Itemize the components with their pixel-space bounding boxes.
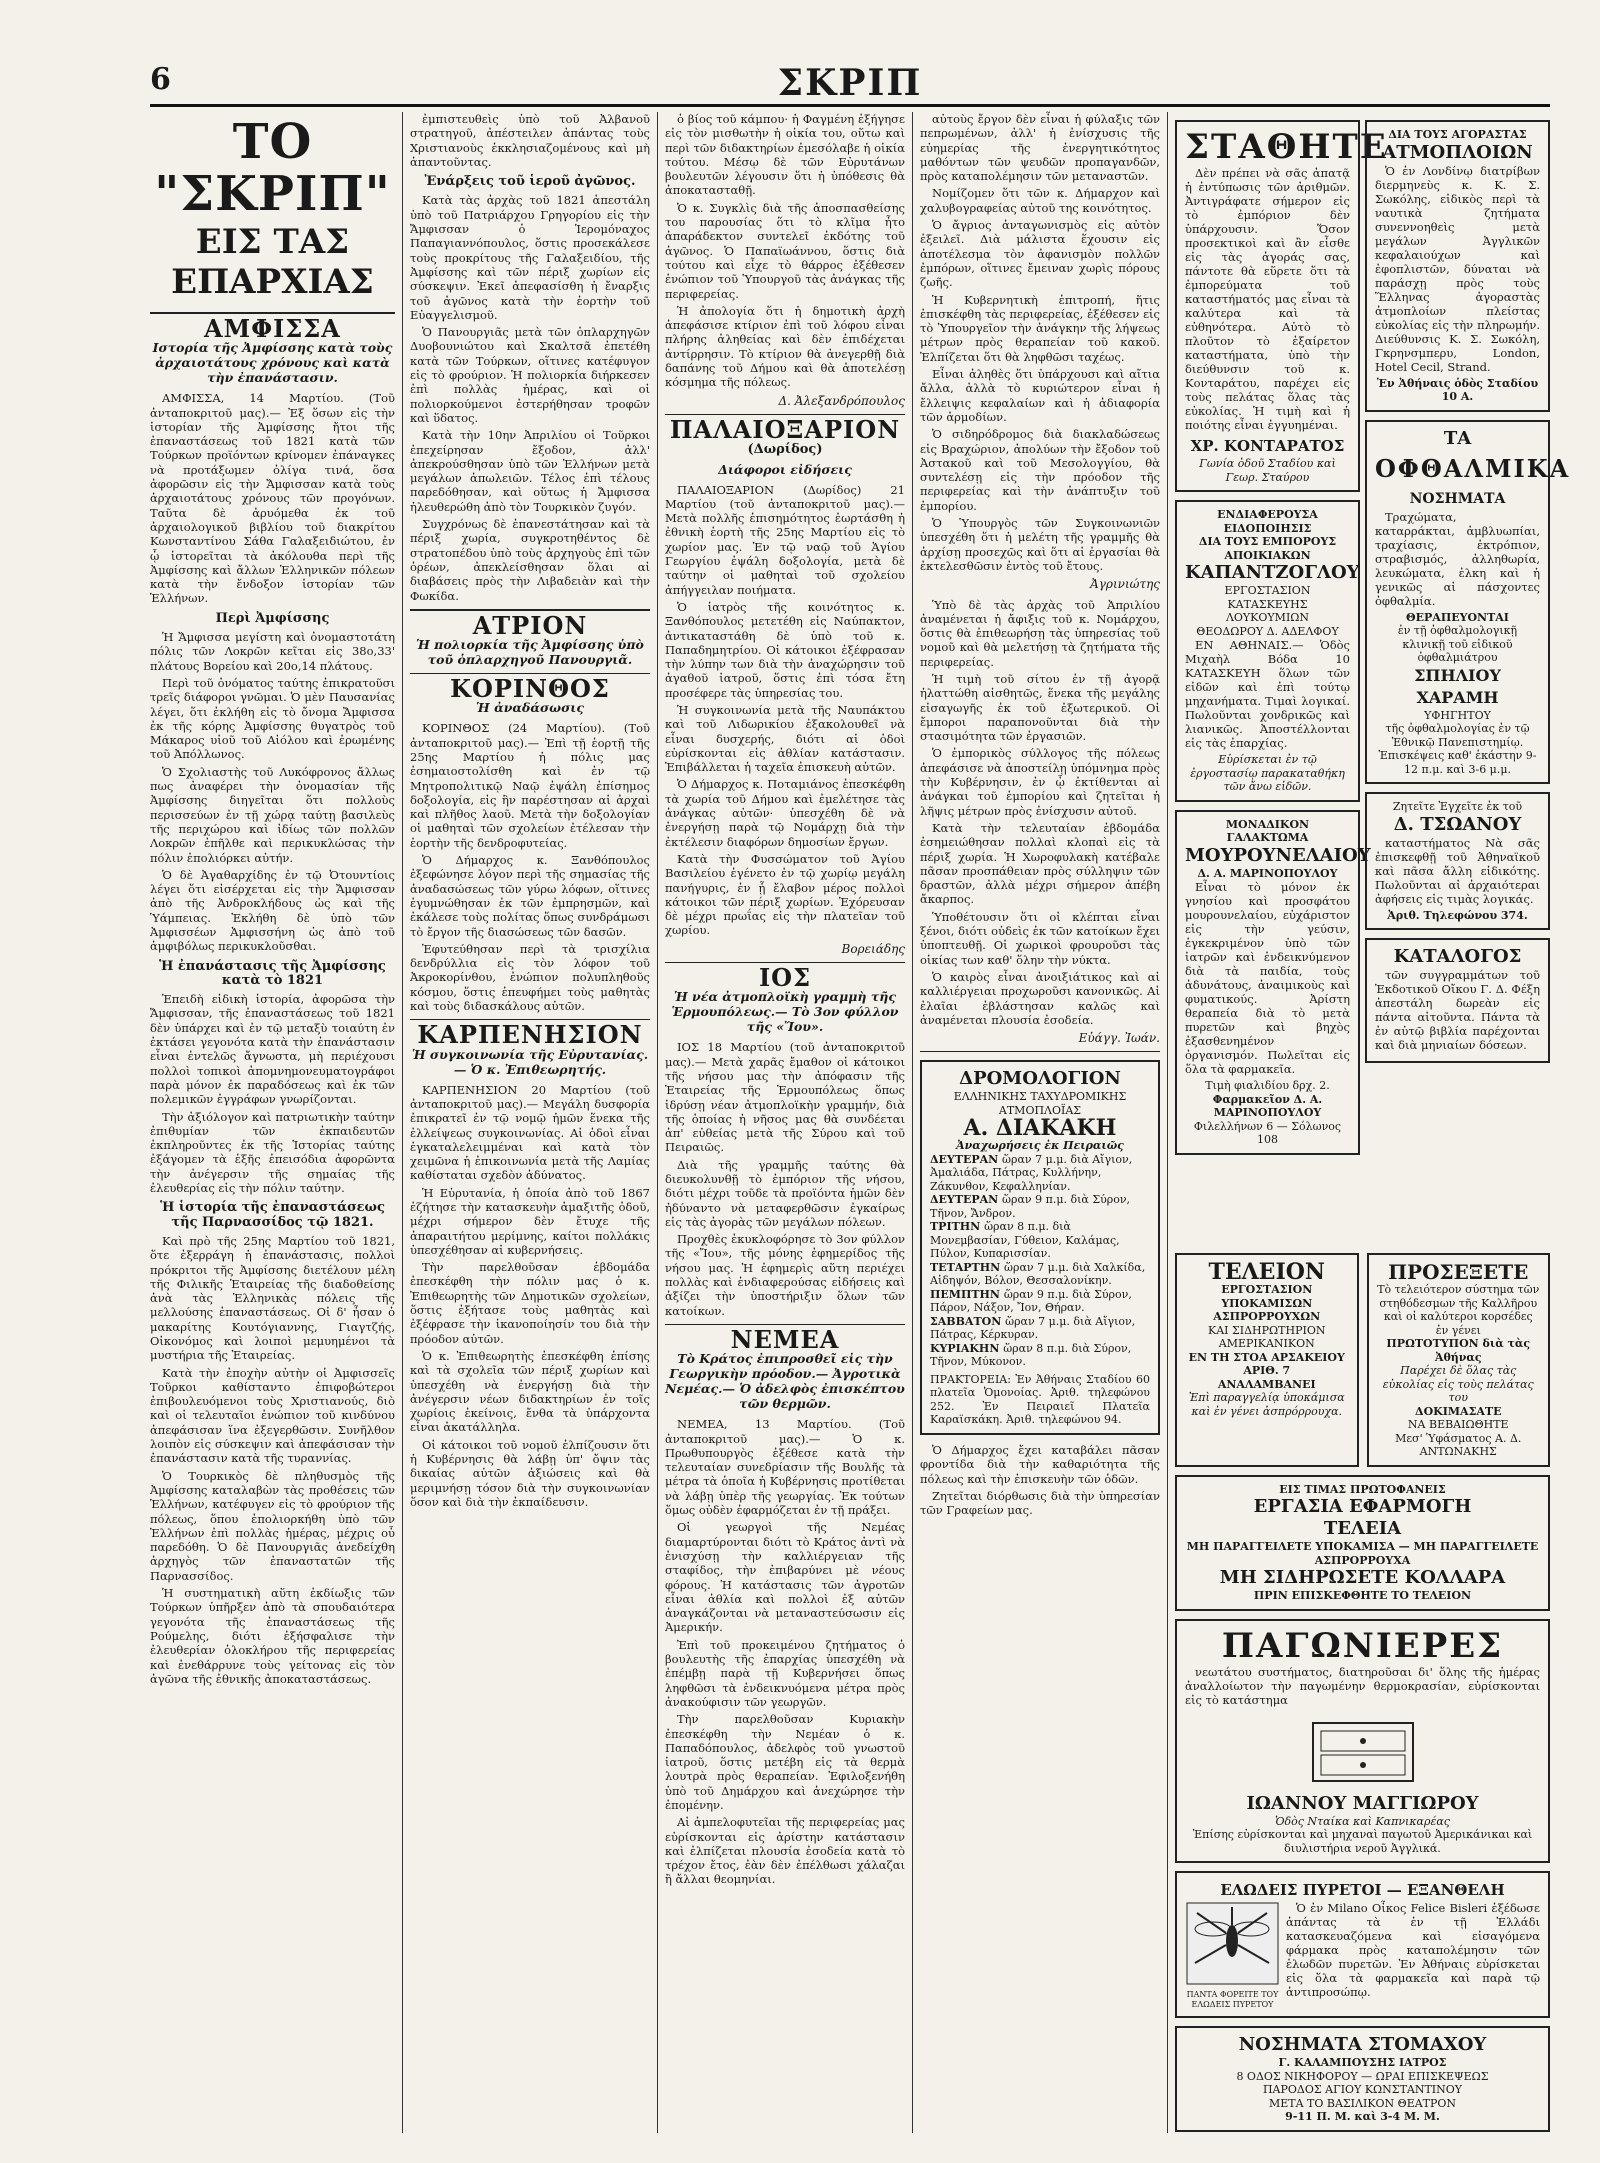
ad-paragraph: νεωτάτου συστήματος, διατηροῦσαι δι' ὅλης τῆς ἡμέρας ἀναλλοίωτον τὴν παγωμένην θερμοκρασίαν, εὐρίσκονται εἰς τὸ κατάστημα [1185,1664,1540,1707]
ad-atmoploi [1365,120,1550,412]
ad-line: Δ. Α. ΜΑΡΙΝΟΠΟΥΛΟΥ [1197,866,1338,880]
article-paragraph: Νομίζομεν ὅτι τῶν κ. Δήμαρχον καὶ χαλυβογραφείας αὐτοῦ της κοινότητος. [920,186,1160,215]
article-deck: Ἡ πολιορκία τῆς Ἀμφίσσης ὑπὸ τοῦ ὁπλαρχηγοῦ Πανουργιᾶ. [416,637,644,668]
ad-eyes [1365,420,1571,785]
article-paragraph: ΙΟΣ 18 Μαρτίου (τοῦ ἀνταποκριτοῦ μας).— Μετὰ χαρᾶς ἔμαθον οἱ κάτοικοι τῆς νήσου μας τὴν ἀπόφασιν τῆς Ἑταιρείας τῆς Ἑρμουπόλεως ὅπως ἱδρύσῃ νέαν ἀτμοπλοϊκὴν γραμμήν, διὰ τῆς ὁποίας ἡ νῆσος μας θὰ συνδέεται ἀπ' εὐθείας μετὰ τῆς Σύρου καὶ τοῦ Πειραιῶς. [665,1040,905,1155]
ad-title: ΕΛΩΔΕΙΣ ΠΥΡΕΤΟΙ — ΕΞΑΝΘΕΛΗ [1220,1881,1505,1899]
ad-teleion-banner [1175,1475,1550,1611]
ad-footer: Ἀριθ. Τηλεφώνου 374. [1387,908,1528,922]
ad-title: ΝΟΣΗΜΑΤΑ ΣΤΟΜΑΧΟΥ [1238,2034,1487,2055]
article-paragraph: Συγχρόνως δὲ ἐπανεστάτησαν καὶ τὰ πέριξ χωρία, συγκροτηθέντος δὲ στρατοπέδου ὑπὸ τοὺς ἀρχηγοὺς ἐπὶ τῶν ὀρέων, ἀπεκλείσθησαν ὅλαι αἱ διαβάσεις πρὸς τὴν Λιβαδειὰν καὶ τὴν Φωκίδα. [410,517,650,603]
main-subheadline: ΕΙΣ ΤΑΣ ΕΠΑΡΧΙΑΣ [171,222,374,302]
article-paragraph: Ὁ ἄγριος ἀνταγωνισμὸς εἰς αὐτὸν ἐξειλεῖ. Διὰ μάλιστα ἕχουσιν εἰς ἀποτέλεσμα τὸν ἀφανισμὸν πολλῶν ἐμπόρων, οἵτινες ἔμειναν χωρὶς πόρους ζωῆς. [920,218,1160,290]
main-headline: ΤΟ "ΣΚΡΙΠ" [154,114,391,222]
column-rule [402,112,403,2133]
ad-line: Ζητεῖτε Ἐγχεῖτε ἐκ τοῦ [1392,800,1523,813]
ad-title: ΟΦΘΑΛΜΙΚΑ [1375,453,1571,483]
schedule-row [930,1220,1150,1261]
ad-text [1375,510,1540,608]
ad-title: ΤΕΛΕΙΟΝ [1208,1259,1326,1285]
ad-line: ΠΡΩΤΟΤΥΠΟΝ διὰ τὰς Ἀθήνας [1386,1337,1531,1364]
ad-line: ΑΣΠΡΟΡΡΟΥΧΩΝ [1213,1310,1321,1323]
article-paragraph: ἐμπιστευθεὶς ὑπὸ τοῦ Ἀλβανοῦ στρατηγοῦ, ἀπέστειλεν ἀπάντας τοὺς Χριστιανοὺς ἐκκλησιαζομένους καὶ μὴ ἀπαντοῦντας. [410,112,650,169]
schedule-text: ὥραν 9 π.μ. διὰ Σύρον, Πάρον, Νάξον, Ἴον, Θήραν. [930,1287,1132,1315]
ad-title: ΠΑΓΩΝΙΕΡΕΣ [1221,1625,1504,1666]
article-paragraph: ΑΜΦΙΣΣΑ, 14 Μαρτίου. (Τοῦ ἀνταποκριτοῦ μας).— Ἐξ ὅσων εἰς τὴν ἱστορίαν τῆς Ἀμφίσσης ἤτοι τῆς ἐπαναστάσεως τοῦ 1821 κατὰ τῶν Τούρκων προϊόντων κρίνομεν ἐπάναγκες νὰ προτάξωμεν ὀλίγα τινά, ὅσα ἀφορῶσιν εἰς τὴν Ἄμφισσαν κατὰ τοὺς ἀρχαιοτάτους χρόνους τῶν προγόνων. Ταῦτα δὲ ἀρυόμεθα ἐκ τοῦ ἀρχαιολογικοῦ βιβλίου τοῦ διακρίτου Κωνσταντίνου Σάθα Γαλαξειδιώτου, ἐν ᾧ ἱστορεῖται τὰ ἀκόλουθα περὶ τῆς Ἀμφίσσης καὶ ἄλλων Ἑλληνικῶν πόλεων κατὰ τὴν ἔνδοξον ἱστορίαν τῶν Ἑλλήνων. [150,391,395,606]
section-amfissa: ΑΜΦΙΣΣΑ [204,314,341,343]
ad-line: ΜΕΤΑ ΤΟ ΒΑΣΙΛΙΚΟΝ ΘΕΑΤΡΟΝ [1268,2096,1457,2110]
byline: Ἀγρινιώτης [1090,577,1160,592]
ad-stathite [1175,120,1388,492]
section-korinthos: ΚΟΡΙΝΘΟΣ [450,674,610,704]
article-paragraph: ΚΑΡΠΕΝΗΣΙΟΝ 20 Μαρτίου (τοῦ ἀνταποκριτοῦ μας).— Μεγάλη δυσφορία ἐπικρατεῖ ἐν τῷ νομῷ ἡμῶν ἕνεκα τῆς ἐλλείψεως συγκοινωνίας. Αἱ ὁδοὶ εἶναι ἐγκαταλελειμμέναι καὶ κατὰ τὸν χειμῶνα ἡ ἐπικοινωνία μετὰ τῆς Λαμίας καθίσταται σχεδὸν ἀδύνατος. [410,1082,650,1183]
page-number: 6 [150,62,171,97]
ad-name: Γ. ΚΑΛΑΜΠΟΥΣΗΣ ΙΑΤΡΟΣ [1278,2056,1447,2069]
column-4 [920,112,1160,2133]
article-deck: Ἡ ἀναδάσωσις [476,700,584,716]
divider [920,1051,1160,1052]
ad-line: ΔΙΑ ΤΟΥΣ ΕΜΠΟΡΟΥΣ ΑΠΟΙΚΙΑΚΩΝ [1198,535,1337,562]
article-paragraph: Περὶ τοῦ ὀνόματος ταύτης ἐπικρατοῦσι τρεῖς διάφοροι γνῶμαι. Ὁ μὲν Παυσανίας λέγει, ὅτι ἐκλήθη εἰς τὸ ὄνομα Ἄμφισσα ἐκ τῆς κόρης Ἀμφίσσης θυγατρὸς τοῦ Μάκαρος υἱοῦ τοῦ Αἰόλου καὶ ἐρωμένης τοῦ Ἀπόλλωνος. [150,675,395,762]
ad-paragraph: Τραχώματα, καταρράκται, ἀμβλυωπίαι, τραχίασις, ἐκτρόπιον, στραβισμός, ἀλληθωρία, λευκώματα, ἐλκη καὶ ἡ γενικῶς αἱ πάσχοντες ὀφθαλμία. [1375,509,1540,608]
ad-line: Ἐπὶ παραγγελίᾳ ὑποκάμισα καὶ ἐν γένει ἀσπρόρρουχα. [1188,1391,1345,1418]
article-paragraph: Ὁ Πανουργιᾶς μετὰ τῶν ὁπλαρχηγῶν Δυοβουνιώτου καὶ Σκαλτσᾶ ἐπετέθη κατὰ τῶν Τούρκων, οἵτινες κατέφυγον εἰς τὸ φρούριον. Ἡ πολιορκία διήρκεσεν ἐπὶ πολλὰς ἡμέρας, καὶ οἱ πολιορκούμενοι ἐστερήθησαν τροφῶν καὶ ὕδατος. [410,325,650,425]
ad-footer: Ἐπίσης εὑρίσκονται καὶ μηχαναὶ παγωτοῦ Ἀμερικάνικαι καὶ διυλιστήρια νεροῦ Ἀγγλικά. [1192,1828,1533,1855]
ad-paragraph: καταστήματος Νὰ σᾶς ἐπισκεφθῇ τοῦ Ἀθηναϊκοῦ καὶ πᾶσα ἄλλη εἰδικότης. Πωλοῦνται αἱ ἀρχαιότεραι ἀφήσεις εἰς τιμὰς λογικάς. [1375,835,1540,906]
ad-teleion [1175,1253,1359,1467]
article-paragraph: ΠΑΛΑΙΟΞΑΡΙΟΝ (Δωρίδος) 21 Μαρτίου (τοῦ ἀνταποκριτοῦ μας).— Μετὰ πολλῆς ἐπισημότητος ἐωρτάσθη ἡ ἐθνικὴ ἑορτὴ τῆς 25ης Μαρτίου εἰς τὸ χωρίον μας. Ἐν τῷ ναῷ τοῦ Ἁγίου Γεωργίου ἐψάλη δοξολογία, μετὰ δὲ ταύτην οἱ μαθηταὶ τοῦ σχολείου ἀπήγγειλαν ποιήματα. [665,482,905,597]
ad-line: ΜΟΝΑΔΙΚΟΝ ΓΑΛΑΚΤΩΜΑ [1225,817,1310,844]
subheading: Ἐνάρξεις τοῦ ἱεροῦ ἀγῶνος. [424,174,636,190]
article-deck: Τὸ Κράτος ἐπιπροσθεῖ εἰς τὴν Γεωργικὴν πρόοδον.— Ἀγροτικὰ Νεμέας.— Ὁ ἀδελφὸς ἐπισκέπτου τῶν θερμῶν. [665,1351,905,1412]
schedule-text: ὥραν 7 μ.μ. διὰ Αἴγιον, Ἀμαλιάδα, Πάτρας, Κυλλήνην, Ζάκυνθον, Κεφαλληνίαν. [930,1152,1133,1193]
ad-paragraph: ΕΝ ΑΘΗΝΑΙΣ.— Ὁδὸς Μιχαὴλ Βόδα 10 ΚΑΤΑΣΚΕΥΗ ὅλων τῶν εἰδῶν καὶ ἐπὶ τούτῳ μηχανήματα. Τιμαὶ λογικαί. Πωλοῦνται χονδρικῶς καὶ λιανικῶς. Ἀποστέλλονται εἰς τὰς ἐπαρχίας. [1185,638,1350,750]
article-paragraph: Ἐφυτεύθησαν περὶ τὰ τρισχίλια δενδρύλλια εἰς τὸν λόφον τοῦ Ἀκροκορίνθου, ἐνώπιον πολυπληθοῦς κόσμου, ὅστις ἐπευφήμει τοὺς μαθητὰς καὶ τοὺς διδασκάλους αὐτῶν. [410,941,650,1014]
schedule-row [930,1153,1150,1194]
article-paragraph: Ἡ τιμὴ τοῦ σίτου ἐν τῇ ἀγορᾷ ἠλαττώθη αἰσθητῶς, ἕνεκα τῆς μεγάλης εἰσαγωγῆς ἐκ τοῦ ἐξωτερικοῦ. Οἱ ἔμποροι παραπονοῦνται διὰ τὴν στασιμότητα τῶν ἐργασιῶν. [920,671,1160,744]
article-deck: Ἡ συγκοινωνία τῆς Εὐρυτανίας.— Ὁ κ. Ἐπιθεωρητής. [411,1046,649,1077]
article-paragraph: Ἐπειδὴ εἰδικὴ ἱστορία, ἀφορῶσα τὴν Ἄμφισσαν, τῆς ἐπαναστάσεως τοῦ 1821 δὲν ὑπάρχει καὶ ἐν τῷ μεταξὺ τοιαύτη ἐν ἐκτάσει γεγονότα κατὰ τὴν ἐπανάστασιν εἶναι ἐντελῶς ἄγνωστα, μὴ περιέχουσι πολλοὶ τοπικοὶ ἀπομνημονευματογράφοι παρὰ μόνον ἐκ παραδόσεως καὶ ἐκ τῶν πολεμικῶν ἐγγράφων γνωρίζονται. [150,992,395,1107]
mosquito-icon [1185,1901,1280,1986]
ad-title: ΣΤΑΘΗΤΕ [1185,127,1388,167]
ad-address: 8 ΟΔΟΣ ΝΙΚΗΦΟΡΟΥ — ΩΡΑΙ ΕΠΙΣΚΕΨΕΩΣ [1236,2069,1489,2083]
ad-line: Παρέχει δὲ ὅλας τὰς εὐκολίας εἰς τοὺς πελάτας του [1382,1364,1534,1404]
article-paragraph: Ὁ ἐμπορικὸς σύλλογος τῆς πόλεως ἀπεφάσισε νὰ ἀποστείλῃ ὑπόμνημα πρὸς τὴν Κυβέρνησιν, ἐν ᾧ ἐκτίθενται αἱ ἀνάγκαι τοῦ ἐμπορίου καὶ ζητεῖται ἡ λῆψις μέτρων πρὸς ἐνίσχυσιν αὐτοῦ. [920,746,1160,818]
ad-stomach [1175,2026,1550,2132]
schedule-day: ΚΥΡΙΑΚΗΝ [930,1341,1004,1355]
ad-line: ΠΑΡΟΔΟΣ ΑΓΙΟΥ ΚΩΝΣΤΑΝΤΙΝΟΥ [1262,2083,1463,2096]
article-paragraph: Ὁ Σχολιαστὴς τοῦ Λυκόφρονος ἄλλως πως ἀναφέρει τὴν ὀνομασίαν τῆς Ἀμφίσσης διηγεῖται ὅτι πολλοὺς περισσεύων ἐν τῇ χώρᾳ ταύτῃ βασιλεὺς τῆς περιχώρου καὶ ἰδίως τῶν πολλῶν Λοκρῶν ἐπῆλθε καὶ περικυκλώσας τὴν πόλιν ἐπολιόρκει αὐτήν. [150,764,395,865]
ad-kapantzoglou [1175,500,1360,802]
ad-name: Α. ΔΙΑΚΑΚΗ [963,1115,1117,1142]
section-subtitle: (Δωρίδος) [747,442,823,458]
column-2 [410,112,650,2133]
ad-line: ΔΙΑ ΤΟΥΣ ΑΓΟΡΑΣΤΑΣ [1388,128,1527,141]
paper-name: ΣΚΡΙΠ [777,62,923,104]
ad-name: ΣΠΗΛΙΟΥ ΧΑΡΑΜΗ [1414,665,1501,707]
ad-line: Ἀναχωρήσεις ἐκ Πειραιῶς [956,1139,1124,1153]
ad-text [1375,164,1540,374]
ad-line: ΕΙΣ ΤΙΜΑΣ ΠΡΩΤΟΦΑΝΕΙΣ [1279,1482,1446,1496]
article-paragraph: Κατὰ τὰς ἀρχὰς τοῦ 1821 ἀπεστάλη ὑπὸ τοῦ Πατριάρχου Γρηγορίου εἰς τὴν Ἄμφισσαν ὁ Ἱερομόναχος Παπαγιαννόπουλος, ὅστις προσεκάλεσε τοὺς προκρίτους τῆς Γαλαξειδίου, τῆς Ἀμφίσσης καὶ τῶν πέριξ χωρίων εἰς σύσκεψιν. Ἐκεῖ ἀπεφασίσθη ἡ ἔναρξις τοῦ ἀγῶνος κατὰ τὴν ἑορτὴν τοῦ Εὐαγγελισμοῦ. [410,193,650,322]
article-paragraph: Ἡ συγκοινωνία μετὰ τῆς Ναυπάκτου καὶ τοῦ Λιδωρικίου ἐξακολουθεῖ νὰ εἶναι δυσχερής, διότι αἱ ὁδοὶ εὑρίσκονται εἰς ἀθλίαν κατάστασιν. Ἐπιβάλλεται ἡ ταχεῖα ἐπισκευὴ αὐτῶν. [665,702,905,775]
article-paragraph: Ὑπὸ δὲ τὰς ἀρχὰς τοῦ Ἀπριλίου ἀναμένεται ἡ ἄφιξις τοῦ κ. Νομάρχου, ὅστις θὰ ἐπιθεωρήσῃ τὰς ὑπηρεσίας τοῦ νομοῦ καὶ θὰ μελετήσῃ τὰ ζητήματα τῆς περιφερείας. [920,597,1160,669]
ad-line: ΤΑ [1443,427,1472,449]
article-paragraph: Ὁ κ. Ἐπιθεωρητὴς ἐπεσκέφθη ἐπίσης καὶ τὰ σχολεῖα τῶν πέριξ χωρίων καὶ ὑπεσχέθη νὰ ἐνεργήσῃ διὰ τὴν ἀνέγερσιν νέων διδακτηρίων ἐν τοῖς χωρίοις ἐκείνοις, ἔνθα τὰ ὑπάρχοντα εἶναι ἀκατάλληλα. [410,1348,650,1435]
article-paragraph: Κατὰ τὴν Φυσσώματον τοῦ Ἀγίου Βασιλείου ἐγένετο ἐν τῷ χωρίῳ μεγάλη πανήγυρις, ἐν ᾗ ἔλαβον μέρος πολλοὶ κάτοικοι τῶν πέριξ χωρίων. Ἐχόρευσαν δὲ μέχρι πρωΐας εἰς τὴν πλατεῖαν τοῦ χωρίου. [665,851,905,938]
ad-price: Τιμὴ φιαλιδίου δρχ. 2. [1205,1079,1330,1092]
article-paragraph: Ἡ Κυβερνητικὴ ἐπιτροπή, ἥτις ἐπισκέφθη τὰς περιφερείας, ἐξέθεσεν εἰς τὸ Ὑπουργεῖον τὴν ἀνάγκην τῆς λήψεως μέτρων πρὸς θεραπείαν τοῦ κακοῦ. Ἐλπίζεται ὅτι θὰ ληφθῶσι ταχέως. [920,292,1160,364]
ad-pagonieres [1175,1619,1550,1864]
ad-line: ΔΟΚΙΜΑΣΑΤΕ [1415,1404,1502,1418]
schedule-day: ΠΕΜΠΤΗΝ [930,1287,1004,1301]
ad-address: Ὁδὸς Νταίκα καὶ Καπνικαρέας [1275,1814,1450,1828]
ad-name: Δ. ΤΣΩΑΝΟΥ [1393,813,1522,835]
article-paragraph: Καὶ πρὸ τῆς 25ης Μαρτίου τοῦ 1821, ὅτε ἐξερράγη ἡ ἐπανάστασις, πολλοὶ πρόκριτοι τῆς Ἀμφίσσης διετέλουν μέλη τῆς Φιλικῆς Ἑταιρείας τῆς διαδοθείσης ἀνὰ τὰς Ἑλληνικὰς πόλεις τῆς μελλούσης ἐπαναστάσεως. Οἱ δ' ἦσαν ὁ μακαρίτης Κουτόγιαννης, Γιαγτζής, Οἰκονόμος καὶ λοιποὶ μεμυημένοι τὰ μυστήρια τῆς Ἑταιρείας. [150,1233,395,1363]
article-paragraph: Ὁ καιρὸς εἶναι ἀνοιξιάτικος καὶ αἱ καλλιέργειαι προχωροῦσι κανονικῶς. Αἱ ἐλαῖαι ἐβλάστησαν καλῶς καὶ ἀναμένεται πλουσία ἐσοδεία. [920,969,1160,1027]
ad-line: ΕΛΛΗΝΙΚΗΣ ΤΑΧΥΔΡΟΜΙΚΗΣ ΑΤΜΟΠΛΟΪΑΣ [953,1090,1127,1117]
ad-address: Φιλελλήνων 6 — Σόλωνος 108 [1193,1119,1342,1146]
article-paragraph: Διὰ τῆς γραμμῆς ταύτης θὰ διευκολυνθῇ τὸ ἐμπόριον τῆς νήσου, διότι μέχρι τοῦδε τὰ προϊόντα ἡμῶν δὲν ἠδύναντο νὰ μεταφερθῶσιν ἐγκαίρως εἰς τὰς ἀγορὰς τῶν μεγάλων πόλεων. [665,1157,905,1229]
schedule-day: ΤΕΤΑΡΤΗΝ [930,1260,1005,1274]
ad-line: τῆς ὀφθαλμολογίας ἐν τῷ Ἐθνικῷ Πανεπιστημίῳ. Ἐπισκέψεις καθ' ἑκάστην 9-12 π.μ. καὶ 3-6 μ.μ. [1378,722,1537,776]
ad-address: Μεσ' Ὑφάσματος Α. Δ. ΑΝΤΩΝΑΚΗΣ [1395,1431,1522,1458]
mosquito-illustration [1185,1901,1280,2010]
ad-paragraph: Ὁ ἐν Λονδίνῳ διατρίβων διερμηνεὺς κ. Κ. Σ. Σωκόλης, εἰδικὸς περὶ τὰ ναυτικὰ ζητήματα συνεννοηθεὶς μετὰ μεγάλων Ἀγγλικῶν κεφαλαιούχων καὶ ἐφοπλιστῶν, δύναται νὰ παράσχῃ πρὸς τοὺς Ἕλληνας ἀγοραστὰς ἀτμοπλοίων πλείστας εὐκολίας εἰς τὴν πληρωμήν. Διεύθυνσις Κ. Σ. Σωκόλη, Γκρηνσμπερυ, London, Hotel Cecil, Strand. [1375,163,1540,374]
schedule-day: ΔΕΥΤΕΡΑΝ [930,1193,1003,1207]
ad-text [1185,1665,1540,1707]
schedule-row [930,1193,1150,1220]
ad-text: Τὸ τελειότερον σύστημα τῶν στηθόδεσμων τῆς Καλλῆρου καὶ οἱ καλύτεροι κορσέδες ἐν γένει [1377,1283,1540,1337]
ad-footer: ΠΡΑΚΤΟΡΕΙΑ: Ἐν Ἀθήναις Σταδίου 60 πλατεῖα Ὁμονοίας. Ἀριθ. τηλεφώνου 252. Ἐν Πειραιεῖ Πλατεῖα Καραϊσκάκη. Ἀριθ. τηλεφώνου 94. [930,1372,1150,1427]
ad-fever-body [1185,1901,1540,2010]
article-paragraph: ΝΕΜΕΑ, 13 Μαρτίου. (Τοῦ ἀνταποκριτοῦ μας).— Ὁ κ. Πρωθυπουργὸς ἐξέθεσε κατὰ τὴν τελευταίαν συνεδρίασιν τῆς Βουλῆς τὰ μέτρα τὰ ὁποῖα ἡ Κυβέρνησις προτίθεται νὰ λάβῃ ὑπὲρ τῆς γεωργίας. Ἐκ τούτων ὅμως οὐδὲν ἐφαρμόζεται ἐν τῇ πράξει. [665,1417,905,1518]
article-paragraph: Ὁ Δήμαρχος κ. Ξανθόπουλος ἐξεφώνησε λόγον περὶ τῆς σημασίας τῆς ἀναδασώσεως τῶν γύρω λόφων, οἵτινες ἐγυμνώθησαν ἐκ τῶν ἐμπρησμῶν, καὶ ἐκάλεσε τοὺς πολίτας ὅπως συνδράμωσι τὸ ἔργον τῆς διασώσεως τῶν δασῶν. [410,853,650,939]
ad-line: ΜΗ ΣΙΔΗΡΩΣΕΤΕ ΚΟΛΛΑΡΑ [1219,1567,1506,1588]
column-rule [1167,112,1168,2133]
article-paragraph: ὁ βίος τοῦ κάμπου· ἡ Φαγμένη ἐξήγησε εἰς τὸν μισθωτὴν ἡ οἰκία του, οὕτω καὶ περὶ τῶν διδακτηρίων ἐμεσόλαβε ἡ οἰκία τούτου. Μέσῳ δὲ τῶν Εὐρυτάνων βουλευτῶν λέγουσιν ὅτι ἡ ὑπόθεσις θὰ ἀποκατασταθῇ. [665,112,905,198]
ad-line: ΚΑΙ ΣΙΔΗΡΩΤΗΡΙΟΝ ΑΜΕΡΙΚΑΝΙΚΟΝ [1207,1323,1326,1350]
section-palaioxarion: ΠΑΛΑΙΟΞΑΡΙΟΝ [669,414,901,444]
ad-name: ΜΟΥΡΟΥΝΕΛΑΙΟΥ [1185,844,1371,866]
article-paragraph: Τὴν παρελθοῦσαν ἑβδομάδα ἐπεσκέφθη τὴν πόλιν μας ὁ κ. Ἐπιθεωρητὴς τῶν Δημοτικῶν σχολείων, ὅστις ἐξήτασε τοὺς μαθητὰς καὶ ἐξέφρασε τὴν ἱκανοποίησίν του διὰ τὴν πρόοδον αὐτῶν. [410,1260,650,1346]
lower-ads [1175,1245,1550,2140]
ad-text [1375,836,1540,906]
ad-hours: 9-11 Π. Μ. καὶ 3-4 Μ. Μ. [1285,2110,1440,2123]
ad-paragraph: τῶν συγγραμμάτων τοῦ Ἐκδοτικοῦ Οἴκου Γ. Δ. Φέξη ἀπεστάλη δωρεὰν εἰς πάντα αἰτοῦντα. Πάντα τὰ ἐν αὐτῷ βιβλία παρέχονται καὶ διὰ μηνιαίων δόσεων. [1375,968,1540,1052]
ad-name: ΙΩΑΝΝΟΥ ΜΑΓΓΙΩΡΟΥ [1246,1792,1479,1814]
ad-text [1185,166,1350,432]
article-paragraph: ΚΟΡΙΝΘΟΣ (24 Μαρτίου). (Τοῦ ἀνταποκριτοῦ μας).— Ἐπὶ τῇ ἑορτῇ τῆς 25ης Μαρτίου ἡ πόλις μας ἐσημαιοστολίσθη καὶ ἐν τῷ Μητροπολιτικῷ Ναῷ ἐψάλη ἐπίσημος δοξολογία, εἰς ἣν παρέστησαν αἱ ἀρχαὶ καὶ πλῆθος λαοῦ. Μετὰ τὴν δοξολογίαν οἱ μαθηταὶ τῶν σχολείων ἐτέλεσαν τὴν ἑορτὴν τῆς δενδροφυτείας. [410,721,650,850]
article-paragraph: Ὁ δὲ Ἀγαθαρχίδης ἐν τῷ Ὀτουντίοις λέγει ὅτι εἰσέρχεται εἰς τὴν Ἄμφισσαν ἀπὸ τῆς Ἀνδροκλήδους ὡς καὶ τῆς Ὑάμπειας. Ἐκλήθη δὲ ὑπὸ τῶν Ἀμφισσέων Ἀμφισσήνη ὡς ἀπὸ τοῦ ἀμφιβόλως περικυκλοῦσθαι. [150,867,395,954]
article-paragraph: Κατὰ τὴν 10ην Ἀπριλίου οἱ Τοῦρκοι ἐπεχείρησαν ἔξοδον, ἀλλ' ἀπεκρούσθησαν ὑπὸ τῶν Ἑλλήνων μετὰ μεγάλων ἀπωλειῶν. Τέλος ἐπὶ τέλους παρεδόθησαν, καὶ οὕτως ἡ Ἄμφισσα ἠλευθερώθη ἀπὸ τὸν Τουρκικὸν ζυγόν. [410,428,650,514]
ad-prosexete [1367,1253,1551,1467]
ice-box-illustration [1303,1715,1423,1785]
article-paragraph: Αἱ ἀμπελοφυτεῖαι τῆς περιφερείας μας εὑρίσκονται εἰς ἀρίστην κατάστασιν καὶ ἐλπίζεται πλουσία ἐσοδεία κατὰ τὸ τρέχον ἔτος, ἐὰν δὲν ἐπέλθωσι χάλαζαι ἢ ἄλλαι θεομηνίαι. [665,1815,905,1887]
schedule-text: ὥραν 8 π.μ. διὰ Μονεμβασίαν, Γύθειον, Καλάμας, Πύλον, Κυπαρισσίαν. [930,1220,1120,1261]
ad-text [1375,968,1540,1052]
article-paragraph: Οἱ γεωργοὶ τῆς Νεμέας διαμαρτύρονται διότι τὸ Κράτος ἀντὶ νὰ ἐνισχύσῃ τὴν καλλιέργειαν τῆς σταφίδος, τὴν ἐπιβαρύνει μὲ νέους φόρους. Ἡ κατάστασις τῶν ἀγροτῶν εἶναι ἀθλία καὶ πολλοὶ ἐξ αὐτῶν ἀναγκάζονται νὰ μεταναστεύσωσιν εἰς Ἀμερικήν. [665,1520,905,1635]
schedule-row [930,1261,1150,1288]
section-ios: ΙΟΣ [758,963,812,993]
ad-address: Γωνία ὁδοῦ Σταδίου καὶ Γεωρ. Σταύρου [1199,457,1336,484]
schedule-text: ὥραν 7 μ.μ. διὰ Χαλκίδα, Αἰδηψόν, Βόλον, Θεσσαλονίκην. [930,1260,1146,1288]
ad-tsoanou [1365,792,1550,930]
article-paragraph: Κατὰ τὴν τελευταίαν ἑβδομάδα ἐσημειώθησαν πολλαὶ κλοπαὶ εἰς τὰ πέριξ χωρία. Ἡ Χωροφυλακὴ κατέβαλε πᾶσαν προσπάθειαν πρὸς σύλληψιν τῶν δραστῶν, ἀλλὰ μέχρι σήμερον ἀπέβη ἄκαρπος. [920,820,1160,907]
article-deck: Διάφοροι εἰδήσεις [718,461,852,477]
masthead [150,62,1550,107]
ad-line: ΕΡΓΑΣΙΑ ΕΦΑΡΜΟΓΗ [1253,1496,1472,1517]
article-paragraph: Ἡ συστηματικὴ αὕτη ἐκδίωξις τῶν Τούρκων ὑπῆρξεν ἀπὸ τὰ σπουδαιότερα γεγονότα τῆς ἐπαναστάσεως τῆς Ρούμελης, διότι ἐξήσφαλισε τὴν ἐλευθερίαν ὁλοκλήρου τῆς περιφερείας καὶ ἐνεθάρρυνε τοὺς γείτονας εἰς τὸν ἀγῶνα τῆς ἐθνικῆς ἀποκαταστάσεως. [150,1586,395,1686]
section-atrion: ΑΤΡΙΟΝ [472,610,588,640]
subheading: Ἡ ἐπανάστασις τῆς Ἀμφίσσης κατὰ τὸ 1821 [159,958,386,988]
ad-address: Φαρμακεῖον Δ. Α. ΜΑΡΙΝΟΠΟΥΛΟΥ [1212,1092,1323,1119]
schedule-row [930,1288,1150,1315]
article-deck: Ιστορία τῆς Ἀμφίσσης κατὰ τοὺς ἀρχαιοτάτους χρόνους καὶ κατὰ τὴν ἐπανάστασιν. [152,340,393,386]
ad-text [1185,880,1350,1076]
ad-line: ΥΦΗΓΗΤΟΥ [1424,708,1491,722]
ad-dromologion [920,1060,1160,1435]
section-nemea: ΝΕΜΕΑ [730,1324,840,1354]
article-paragraph: Ὁ Ὑπουργὸς τῶν Συγκοινωνιῶν ὑπεσχέθη ὅτι ἡ μελέτη τῆς γραμμῆς θὰ ἀρχίσῃ προσεχῶς καὶ ὅτι αἱ ἐργασίαι θὰ ἐκτελεσθῶσιν ἐντὸς τοῦ ἔτους. [920,516,1160,573]
ad-line: ΝΟΣΗΜΑΤΑ [1409,490,1506,507]
ad-line: ΕΡΓΟΣΤΑΣΙΟΝ ΚΑΤΑΣΚΕΥΗΣ ΛΟΥΚΟΥΜΙΩΝ [1224,584,1311,624]
ad-text [1185,638,1350,750]
section-karpenision: ΚΑΡΠΕΝΗΣΙΟΝ [417,1020,643,1050]
byline: Εὐάγγ. Ἰωάν. [1078,1031,1160,1046]
article-paragraph: Προχθὲς ἐκυκλοφόρησε τὸ 3ον φύλλον τῆς «Ἴου», τῆς μόνης ἐφημερίδος τῆς νήσου μας. Ἡ ἐφημερὶς αὕτη περιέχει πολλὰς καὶ ἐνδιαφερούσας εἰδήσεις καὶ ἀξίζει τὴν ὑποστήριξιν ὅλων τῶν κατοίκων. [665,1232,905,1318]
schedule-day: ΔΕΥΤΕΡΑΝ [930,1152,1003,1166]
article-paragraph: Ζητεῖται διόρθωσις διὰ τὴν ὑπηρεσίαν τῶν Γραφείων μας. [920,1488,1160,1518]
schedule-day: ΣΑΒΒΑΤΟΝ [930,1314,1006,1328]
figure-caption: ΠΑΝΤΑ ΦΟΡΕΙΤΕ ΤΟΥ ΕΛΩΔΕΙΣ ΠΥΡΕΤΟΥ [1186,1990,1279,2009]
article-paragraph: Ἡ Ἄμφισσα μεγίστη καὶ ὀνομαστοτάτη πόλις τῶν Λοκρῶν κεῖται εἰς 38ο,33' πλάτους Βορείου καὶ 20ο,14 πλάτους. [150,630,395,673]
article-paragraph: Ὁ Τουρκικὸς δὲ πληθυσμὸς τῆς Ἀμφίσσης καταλαβὼν τὰς προθέσεις τῶν Ἑλλήνων, κατέφυγεν εἰς τὸ φρούριον τῆς πόλεως, ὅπου ἐπολιορκήθη ὑπὸ τῶν Ἑλλήνων ἐπὶ πολλὰς ἡμέρας, μέχρις οὗ παρεδόθη. Ὁ δὲ Πανουργιᾶς ἀνεδείχθη ἀρχηγὸς τῶν ἐπαναστατῶν τῆς Παρνασσίδος. [150,1468,395,1583]
schedule-row [930,1315,1150,1342]
article-paragraph: Ὁ κ. Συγκλὶς διὰ τῆς ἀποσπασθείσης του παρουσίας ὅτι τὸ κλῖμα ἦτο ἀπαράδεκτον συντελεῖ ἐκδότης τοῦ ἀγῶνος. Ὁ Παπαϊωάννου, ὅστις διὰ τούτου καὶ εἶχε τὸ θάρρος ἐξέθεσεν ἐνώπιον τοῦ Ὑπουργοῦ τὰς ἀνάγκας τῆς περιφερείας. [665,200,905,301]
schedule-row [930,1342,1150,1369]
article-paragraph: Ὑποθέτουσιν ὅτι οἱ κλέπται εἶναι ξένοι, διότι οὐδεὶς ἐκ τῶν κατοίκων ἔχει ὑποπτευθῇ. Οἱ χωρικοὶ φρουροῦσι τὰς οἰκίας των καθ' ὅλην τὴν νύκτα. [920,909,1160,967]
ad-line: ΘΕΡΑΠΕΥΟΝΤΑΙ [1406,610,1509,624]
article-paragraph: Τὴν ἀξιόλογον καὶ πατριωτικὴν ταύτην ἐπιθυμίαν τῶν ἐκπαιδευτῶν ἐκπληροῦντες ἐκ τῆς Ἱστορίας ταύτης ἐξάγομεν τὰ ἑξῆς ἐπεισόδια ἀφορῶντα τὴν ἀνέγερσιν τῆς σημαίας τῆς ἐλευθερίας εἰς τὴν πόλιν ταύτην. [150,1109,395,1196]
ad-footer: Εὑρίσκεται ἐν τῷ ἐργοστασίῳ παρακαταθήκη τῶν ἄνω εἰδῶν. [1190,753,1345,793]
article-paragraph: Οἱ κάτοικοι τοῦ νομοῦ ἐλπίζουσιν ὅτι ἡ Κυβέρνησις θὰ λάβῃ ὑπ' ὄψιν τὰς δικαίας αὐτῶν ἀξιώσεις καὶ θὰ μεριμνήσῃ τόσον διὰ τὴν συγκοινωνίαν ὅσον καὶ διὰ τὴν ἐκπαίδευσιν. [410,1437,650,1509]
article-paragraph: Ἡ Εὐρυτανία, ἡ ὁποία ἀπὸ τοῦ 1867 ἐζήτησε τὴν κατασκευὴν ἁμαξιτῆς ὁδοῦ, μέχρι σήμερον δὲν ἔτυχε τῆς ἀπαραιτήτου μερίμνης, καίτοι πολλάκις ὑπεσχέθησαν αἱ κυβερνήσεις. [410,1185,650,1257]
ad-text [1286,1901,1540,2010]
ad-title: ΠΡΟΣΕΞΕΤΕ [1388,1260,1529,1284]
byline: Βορειάδης [841,941,905,956]
ad-paragraph: Εἶναι τὸ μόνον ἐκ γνησίου καὶ προσφάτου μουρουνελαίου, εὐχάριστον εἰς τὴν γεύσιν, ἐγκεκριμένον ὑπὸ τῶν ἰατρῶν καὶ ἐνδεικνύμενον διὰ τὰ παιδία, τοὺς ἀδυνάτους, ἀναιμικοὺς καὶ φυματικούς. Ἀρίστη θεραπεία διὰ τὸ μετὰ πυρετῶν καὶ βηχὸς ἐξασθενημένον ὀργανισμόν. Πωλεῖται εἰς ὅλα τὰ φαρμακεῖα. [1185,880,1350,1076]
ad-line: ΕΝ ΤΗ ΣΤΟΑ ΑΡΣΑΚΕΙΟΥ ΑΡΙΘ. 7 [1188,1350,1345,1377]
article-deck: Ἡ νέα ἀτμοπλοϊκὴ γραμμὴ τῆς Ἑρμουπόλεως.— Τὸ 3ον φύλλον τῆς «Ἴου». [671,989,899,1035]
article-paragraph: Ὁ Δήμαρχος κ. Ποταμιάνος ἐπεσκέφθη τὰ χωρία τοῦ Δήμου καὶ ἐμελέτησε τὰς ἀνάγκας αὐτῶν· ὑπεσχέθη δὲ νὰ ἐνεργήσῃ παρὰ τῷ Νομάρχῃ διὰ τὴν ἐκτέλεσιν διαφόρων δημοσίων ἔργων. [665,777,905,849]
ad-line: ΕΡΓΟΣΤΑΣΙΟΝ ΥΠΟΚΑΜΙΣΩΝ [1221,1283,1313,1310]
byline: Δ. Ἀλεξανδρόπουλος [778,393,905,408]
ad-line: ΝΑ ΒΕΒΑΙΩΘΗΤΕ [1407,1418,1509,1431]
schedule-list [930,1153,1150,1369]
ad-name: ΚΑΠΑΝΤΖΟΓΛΟΥ [1185,562,1360,583]
article-paragraph: Ὁ Δήμαρχος ἔχει καταβάλει πᾶσαν φροντίδα διὰ τὴν καθαριότητα τῆς πόλεως καὶ τὴν ἐπισκευὴν τῶν ὁδῶν. [920,1442,1160,1486]
article-paragraph: Τὴν παρελθοῦσαν Κυριακὴν ἐπεσκέφθη τὴν Νεμέαν ὁ κ. Παπαδόπουλος, ἀδελφὸς τοῦ γνωστοῦ ἰατροῦ, ὅστις μετέβη εἰς τὰ θερμὰ λουτρὰ πρὸς θεραπείαν. Ἐφιλοξενήθη ὑπὸ τοῦ Δημάρχου καὶ ἀνεχώρησε τὴν ἐπομένην. [665,1712,905,1812]
article-paragraph: Κατὰ τὴν ἐποχὴν αὐτὴν οἱ Ἀμφισσεῖς Τοῦρκοι καθίσταντο ἐπιφοβώτεροι ἐπιβουλευόμενοι τοὺς Χριστιανούς, διὸ καὶ οἱ τελευταῖοι ἐνώπιον τοῦ κινδύνου ἀπεφάσισαν ἵνα ἐξεγερθῶσιν. Συνῆλθον λοιπὸν εἰς σύσκεψιν καὶ ἀπεφάσισαν τὴν ἐπανάστασιν κατὰ τῆς τυραννίας. [150,1365,395,1466]
ad-line: ἐν τῇ ὀφθαλμολογικῇ κλινικῇ τοῦ εἰδικοῦ ὀφθαλμιάτρου [1397,624,1518,664]
ad-line: ΜΗ ΠΑΡΑΓΓΕΙΛΕΤΕ ΥΠΟΚΑΜΙΣΑ — ΜΗ ΠΑΡΑΓΓΕΙΛΕΤΕ ΑΣΠΡΟΡΡΟΥΧΑ [1186,1540,1539,1567]
subheading: Ἡ ἱστορία τῆς ἐπαναστάσεως τῆς Παρνασσίδος τῷ 1821. [160,1200,385,1230]
article-paragraph: Εἶναι ἀληθὲς ὅτι ὑπάρχουσι καὶ αἴτια ἄλλα, ἀλλὰ τὸ κυριώτερον εἶναι ἡ ἔλλειψις κεφαλαίων καὶ ἡ ἀδιαφορία τῶν ἀρμοδίων. [920,367,1160,424]
ad-line: ΠΡΙΝ ΕΠΙΣΚΕΦΘΗΤΕ ΤΟ ΤΕΛΕΙΟΝ [1253,1589,1472,1602]
ad-title: ΑΤΜΟΠΛΟΙΩΝ [1382,141,1533,163]
column-3 [665,112,905,2133]
ad-milk [1175,810,1371,1155]
article-paragraph: Ἡ ἀπολογία ὅτι ἡ δημοτικὴ ἀρχὴ ἀπεφάσισε κτίριον ἐπὶ τοῦ λόφου εἶναι πλήρης ἀληθείας καὶ δὲν ἐπιδέχεται ἀντίρρησιν. Τὸ κτίριον θὰ ἀνεγερθῇ διὰ δαπάνης τοῦ Δήμου καὶ θὰ ἀποτελέσῃ κόσμημα τῆς πόλεως. [665,303,905,390]
ad-title: ΚΑΤΑΛΟΓΟΣ [1393,946,1522,967]
ad-footer: Ἐν Ἀθήναις ὁδὸς Σταδίου 10 Α. [1376,376,1539,403]
ad-fever [1175,1871,1550,2018]
ad-name: ΧΡ. ΚΟΝΤΑΡΑΤΟΣ [1190,437,1345,455]
ad-heading: ΔΡΟΜΟΛΟΓΙΟΝ [959,1068,1121,1090]
column-rule [657,112,658,2133]
ad-row [1175,1245,1550,1475]
column-rule [912,112,913,2133]
ad-line: ΤΕΛΕΙΑ [1323,1518,1402,1539]
ad-paragraph: Δὲν πρέπει νὰ σᾶς ἀπατᾷ ἡ ἐντύπωσις τῶν ἀριθμῶν. Ἀντιγράφατε σήμερον εἰς τὸ ἐμπόριον δὲν ὑπάρχουσιν. Ὅσον προσεκτικοὶ καὶ ἂν εἶσθε εἰς τὰς ἀγοράς σας, πάντοτε θὰ εὕρετε ὅτι τὰ ἐμπορεύματα τοῦ καταστήματός μας εἶναι τὰ καλύτερα καὶ τὰ εὐθηνότερα. Αὐτὸ τὸ πλοῦτον τὸ ἐξαίρετον καταστήματα, ὑπὸ τὴν διεύθυνσιν τοῦ κ. Κονταράτου, παρέχει εἰς τοὺς πελάτας ὅλας τὰς εὐκολίας. Ἡ τιμὴ καὶ ἡ ποιότης εἶναι ἐγγυημέναι. [1185,166,1350,432]
schedule-text: ὥραν 9 π.μ. διὰ Σύρον, Τῆνον, Ἄνδρον. [930,1193,1131,1220]
schedule-text: ὥραν 7 μ.μ. διὰ Αἴγιον, Πάτρας, Κέρκυραν. [930,1314,1136,1342]
subheading: Περὶ Ἀμφίσσης [215,610,330,626]
article-paragraph: Ὁ σιδηρόδρομος διὰ διακλαδώσεως εἰς Βραχώριον, ἀπολύων τὴν ἔξοδον τοῦ Ἀστακοῦ καὶ τοῦ Μεσολογγίου, θὰ συντελέσῃ εἰς τὴν πρόοδον τῆς περιφερείας καὶ τὴν ἀνάπτυξιν τοῦ ἐμπορίου. [920,427,1160,513]
ad-line: ΑΝΑΛΑΜΒΑΝΕΙ [1217,1377,1316,1391]
article-paragraph: αὐτοὺς ἔργον δὲν εἶναι ἡ φύλαξις τῶν πεπρωμένων, ἀλλ' ἡ ἐνίσχυσις τῆς εὐημερίας τῆς ἐνεργητικότητος μαθόντων τῶν ψευδῶν προπαγανδῶν, πρὸς καταπολέμησιν τῶν μεταναστῶν. [920,112,1160,184]
article-paragraph: Ὁ ἰατρὸς τῆς κοινότητος κ. Ξανθόπουλος μετετέθη εἰς Ναύπακτον, ἀντικαταστάθη δὲ ὑπὸ τοῦ κ. Παπαδημητρίου. Οἱ κάτοικοι ἐξέφρασαν τὴν λύπην των διὰ τὴν ἀναχώρησιν τοῦ ἀγαθοῦ ἰατροῦ, ὅστις ἐπὶ τόσα ἔτη προσέφερε τὰς ὑπηρεσίας του. [665,599,905,700]
schedule-day: ΤΡΙΤΗΝ [930,1220,985,1234]
column-1 [150,112,395,2133]
ad-line: ΘΕΟΔΩΡΟΥ Δ. ΑΔΕΛΦΟΥ [1196,624,1339,638]
ad-line: ΕΝΔΙΑΦΕΡΟΥΣΑ ΕΙΔΟΠΟΙΗΣΙΣ [1217,508,1318,535]
ice-box-icon [1303,1715,1423,1785]
ad-catalog [1365,938,1550,1063]
ad-paragraph: Ὁ ἐν Milano Οἶκος Felice Bisleri ἐξέδωσε ἀπάντας τὰ ἐν τῇ Ἑλλάδι κατασκευαζόμενα καὶ εἰσαγόμενα φάρμακα πρὸς καταπολέμησιν τῶν ἑλωδῶν πυρετῶν. Ἐν Ἀθήναις εὑρίσκεται εἰς ὅλα τὰ φαρμακεῖα καὶ παρὰ τῷ ἀντιπροσώπῳ. [1286,1901,1540,1999]
schedule-text: ὥραν 8 π.μ. διὰ Σύρον, Τῆνον, Μύκονον. [930,1341,1132,1369]
article-paragraph: Ἐπὶ τοῦ προκειμένου ζητήματος ὁ βουλευτὴς τῆς ἐπαρχίας ὑπεσχέθη νὰ ἐπέμβῃ παρὰ τῇ Κυβερνήσει ὅπως ληφθῶσι τὰ ἐνδεικνυόμενα μέτρα πρὸς ἀνακούφισιν τῶν γεωργῶν. [665,1637,905,1709]
